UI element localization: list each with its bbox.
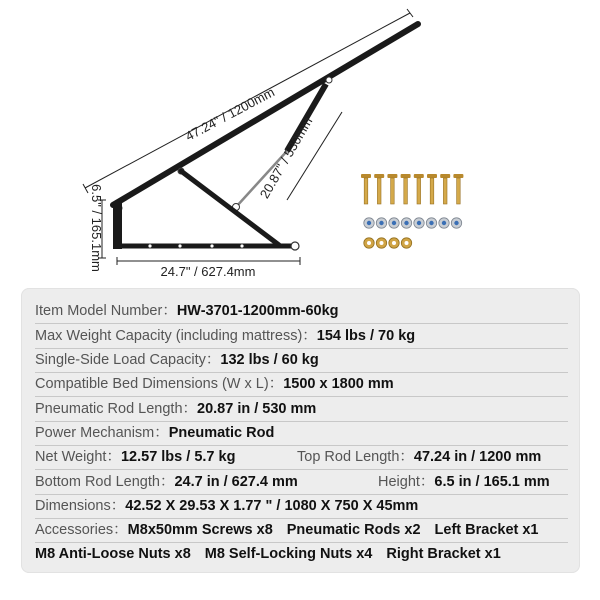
accessory-item: Right Bracket x1 xyxy=(386,546,501,562)
spec-label: Dimensions： xyxy=(35,498,126,514)
screw-icon xyxy=(401,174,411,204)
spec-label: Pneumatic Rod Length： xyxy=(35,401,198,417)
spec-row-power-mechanism xyxy=(35,421,568,446)
spec-label: Height： xyxy=(378,474,435,490)
lock-nut-icon xyxy=(364,218,374,228)
spec-label: Power Mechanism： xyxy=(35,425,169,441)
top-rod-dimension-label: 47.24" / 1200mm xyxy=(182,84,277,144)
gas-spring-dimension xyxy=(257,112,342,201)
screw-icon xyxy=(440,174,450,204)
spec-value: 20.87 in / 530 mm xyxy=(197,401,317,417)
gas-spring-dimension-label: 20.87" / 530mm xyxy=(256,114,316,202)
brass-nut-icon xyxy=(389,238,399,248)
accessory-item: Left Bracket x1 xyxy=(434,522,539,538)
height-cell xyxy=(378,470,550,494)
brass-nut-icon xyxy=(401,238,411,248)
spec-row-net-weight-top-rod xyxy=(35,445,568,470)
lock-nut-icon xyxy=(414,218,424,228)
spec-value: 24.7 in / 627.4 mm xyxy=(174,474,298,490)
spec-row-single-side-load xyxy=(35,348,568,373)
top-rod-length-cell xyxy=(297,445,541,469)
screws-group xyxy=(361,174,463,204)
height-dimension xyxy=(89,184,106,272)
screw-icon xyxy=(374,174,384,204)
bottom-length-dimension xyxy=(117,257,300,279)
spec-value: 1500 x 1800 mm xyxy=(283,376,394,392)
spec-value: 12.57 lbs / 5.7 kg xyxy=(120,449,236,465)
spec-label: Bottom Rod Length： xyxy=(35,474,175,490)
lock-nut-icon xyxy=(451,218,461,228)
spec-value: HW-3701-1200mm-60kg xyxy=(176,303,339,319)
spec-row-dimensions xyxy=(35,494,568,519)
bottom-length-dimension-label: 24.7" / 627.4mm xyxy=(160,264,256,279)
spec-table xyxy=(21,288,580,573)
lock-nut-icon xyxy=(439,218,449,228)
bottom-bracket xyxy=(113,203,299,250)
spec-value: 132 lbs / 60 kg xyxy=(220,352,319,368)
spec-row-pneumatic-rod-length xyxy=(35,397,568,422)
accessory-item: M8 Self-Locking Nuts x4 xyxy=(204,546,373,562)
accessory-item: M8x50mm Screws x8 xyxy=(127,522,273,538)
lock-nut-icon xyxy=(376,218,386,228)
screw-icon xyxy=(361,174,371,204)
brass-nut-icon xyxy=(364,238,374,248)
spec-row-accessories-continued xyxy=(35,542,568,566)
accessory-item: M8 Anti-Loose Nuts x8 xyxy=(35,546,191,562)
spec-value: Pneumatic Rod xyxy=(168,425,275,441)
spec-row-max-weight xyxy=(35,324,568,349)
spec-label: Net Weight： xyxy=(35,449,121,465)
spec-value: 154 lbs / 70 kg xyxy=(316,328,416,344)
lock-nut-icon xyxy=(389,218,399,228)
accessory-item: Pneumatic Rods x2 xyxy=(286,522,421,538)
spec-value: 6.5 in / 165.1 mm xyxy=(434,474,550,490)
spec-label: Max Weight Capacity (including mattress)： xyxy=(35,328,317,344)
spec-value: 42.52 X 29.53 X 1.77 " / 1080 X 750 X 45mm xyxy=(125,498,419,514)
height-dimension-label: 6.5" / 165.1mm xyxy=(89,184,104,272)
top-rod-dimension xyxy=(83,9,413,193)
screw-icon xyxy=(427,174,437,204)
lock-nut-icon xyxy=(426,218,436,228)
lock-nuts-group xyxy=(364,218,462,228)
spec-label: Accessories： xyxy=(35,522,128,538)
spec-row-bed-dimensions xyxy=(35,372,568,397)
hardware-kit xyxy=(361,174,463,248)
lock-nut-icon xyxy=(401,218,411,228)
screw-icon xyxy=(414,174,424,204)
spec-label: Compatible Bed Dimensions (W x L)： xyxy=(35,376,284,392)
brass-nut-icon xyxy=(376,238,386,248)
screw-icon xyxy=(453,174,463,204)
lift-mechanism-diagram xyxy=(0,0,600,285)
screw-icon xyxy=(387,174,397,204)
brass-nuts-group xyxy=(364,238,412,248)
spec-row-item-model xyxy=(35,299,568,324)
spec-row-bottom-rod-height xyxy=(35,470,568,495)
spec-value: 47.24 in / 1200 mm xyxy=(413,449,542,465)
spec-label: Single-Side Load Capacity： xyxy=(35,352,221,368)
spec-label: Item Model Number： xyxy=(35,303,177,319)
spec-label: Top Rod Length： xyxy=(297,449,414,465)
spec-row-accessories xyxy=(35,518,568,543)
